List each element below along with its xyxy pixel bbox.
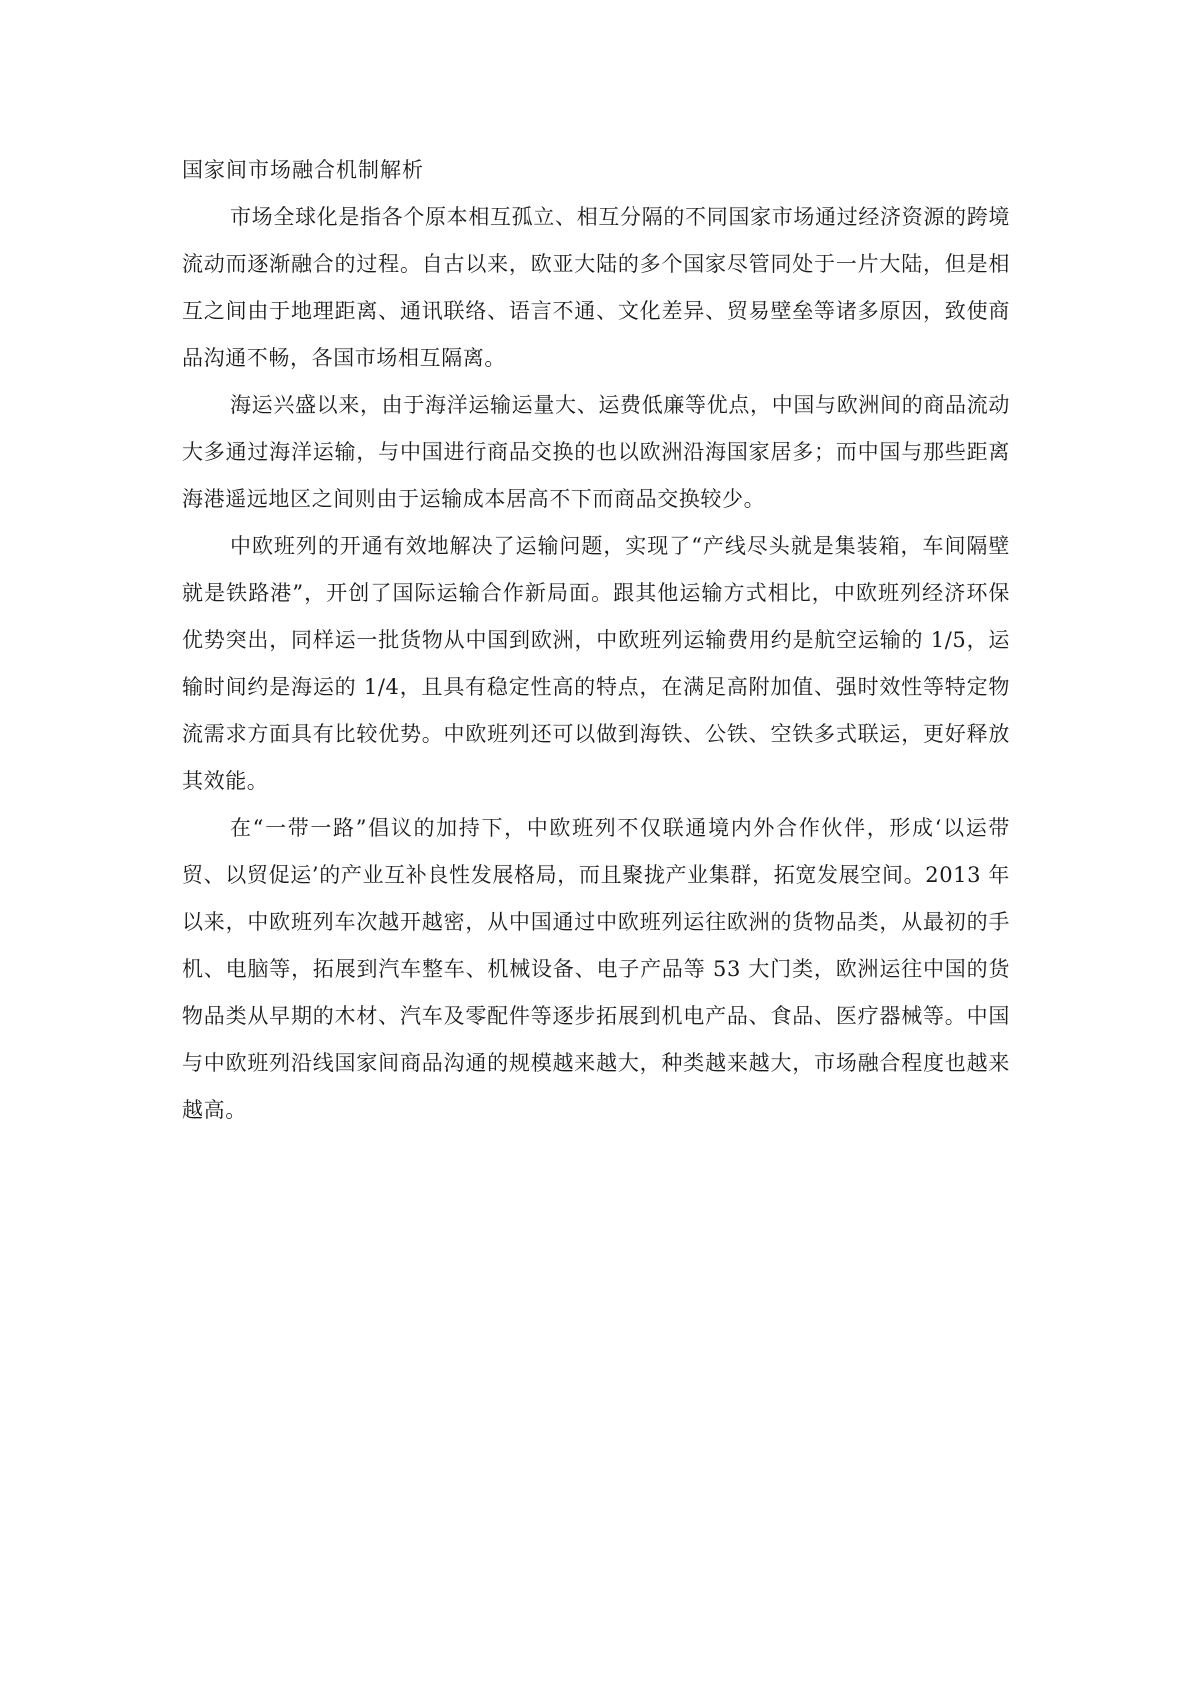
paragraph-china-europe-railway: 中欧班列的开通有效地解决了运输问题，实现了“产线尽头就是集装箱，车间隔壁就是铁路港”，开创了国际运输合作新局面。跟其他运输方式相比，中欧班列经济环保优势突出，同样运一批货物从中国到欧洲，中欧班列运输费用约是航空运输的 1/5，运输时间约是海运的 1/4，且具有稳定性高的特点，在满足高附加值、强时效性等特定物流需求方面具有比较优势。中欧班列还可以做到海铁、公铁、空铁多式联运，更好释放其效能。 <box>182 534 1010 793</box>
paragraph-belt-and-road: 在“一带一路”倡议的加持下，中欧班列不仅联通境内外合作伙伴，形成‘以运带贸、以贸促运’的产业互补良性发展格局，而且聚拢产业集群，拓宽发展空间。2013 年以来，中欧班列车次越开越密，从中国通过中欧班列运往欧洲的货物品类，从最初的手机、电脑等，拓展到汽车整车、机械设备、电子产品等 53 大门类，欧洲运往中国的货物品类从早期的木材、汽车及零配件等逐步拓展到机电产品、食品、医疗器械等。中国与中欧班列沿线国家间商品沟通的规模越来越大，种类越来越大，市场融合程度也越来越高。 <box>182 816 1010 1122</box>
paragraph-maritime-trade: 海运兴盛以来，由于海洋运输运量大、运费低廉等优点，中国与欧洲间的商品流动大多通过海洋运输，与中国进行商品交换的也以欧洲沿海国家居多；而中国与那些距离海港遥远地区之间则由于运输成本居高不下而商品交换较少。 <box>182 393 1010 511</box>
document-title: 国家间市场融合机制解析 <box>182 158 424 182</box>
document-body <box>182 152 1010 1134</box>
paragraph-market-globalization: 市场全球化是指各个原本相互孤立、相互分隔的不同国家市场通过经济资源的跨境流动而逐渐融合的过程。自古以来，欧亚大陆的多个国家尽管同处于一片大陆，但是相互之间由于地理距离、通讯联络、语言不通、文化差异、贸易壁垒等诸多原因，致使商品沟通不畅，各国市场相互隔离。 <box>182 205 1010 370</box>
